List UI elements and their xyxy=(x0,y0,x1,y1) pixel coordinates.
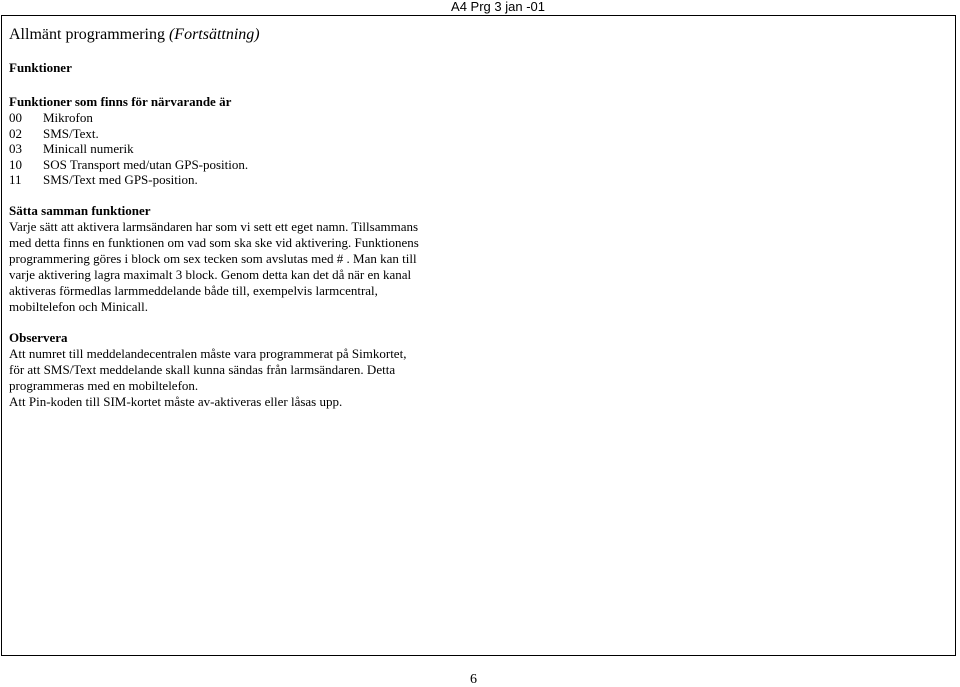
note-heading: Observera xyxy=(9,329,68,345)
list-item xyxy=(9,172,419,188)
document-body xyxy=(9,22,419,410)
note-paragraph-pin: Att Pin-koden till SIM-kortet måste av-aktiveras eller låsas upp. xyxy=(9,393,343,409)
list-item xyxy=(9,126,419,142)
function-code: 02 xyxy=(9,125,22,141)
function-list xyxy=(9,110,419,188)
section-heading: Funktioner xyxy=(9,60,72,75)
function-label: Minicall numerik xyxy=(43,141,134,156)
note-paragraph: Att numret till meddelandecentralen måste vara programmerat på Simkortet, för att SMS/Text meddelande skall kunna sändas från larmsändaren. Detta programmeras med en mobiltelefon. xyxy=(9,345,407,393)
page-title xyxy=(9,25,419,45)
functions-intro: Funktioner som finns för närvarande är xyxy=(9,94,232,109)
document-reference: A4 Prg 3 jan -01 xyxy=(451,0,545,14)
function-label: SMS/Text. xyxy=(43,125,99,141)
combine-paragraph: Varje sätt att aktivera larmsändaren har som vi sett ett eget namn. Tillsammans med detta finns en funktionen om vad som ska ske vid aktivering. Funktionens programmering göres i block om sex tecken som avslutas med # . Man kan till varje aktivering lagra maximalt 3 block. Genom detta kan det då när en kanal aktiveras förmedlas larmmeddelande både till, exempelvis larmcentral, mobiltelefon och Minicall. xyxy=(9,218,419,314)
list-item xyxy=(9,110,419,126)
function-code: 11 xyxy=(9,172,22,187)
title-continuation: (Fortsättning) xyxy=(168,26,260,43)
page-number: 6 xyxy=(470,672,477,687)
function-label: Mikrofon xyxy=(43,110,93,125)
document-header xyxy=(416,0,956,15)
function-code: 00 xyxy=(9,110,22,125)
combine-heading: Sätta samman funktioner xyxy=(9,202,151,218)
function-code: 03 xyxy=(9,141,22,156)
list-item xyxy=(9,141,419,157)
title-main: Allmänt programmering xyxy=(9,26,165,43)
function-label: SMS/Text med GPS-position. xyxy=(43,172,198,187)
list-item xyxy=(9,157,419,173)
function-label: SOS Transport med/utan GPS-position. xyxy=(43,156,249,172)
function-code: 10 xyxy=(9,156,22,172)
